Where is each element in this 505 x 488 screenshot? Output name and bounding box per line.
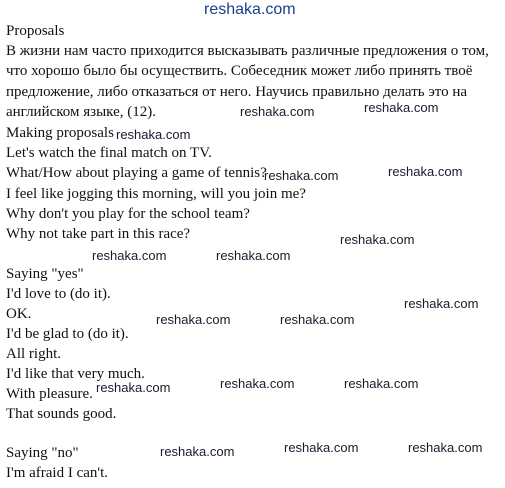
watermark-text: reshaka.com	[284, 440, 359, 455]
yes-item: I'd be glad to (do it).	[6, 326, 129, 342]
proposal-item: Let's watch the final match on TV.	[6, 145, 212, 161]
intro-line-3: предложение, либо отказаться от него. Научись правильно делать это на	[6, 84, 468, 100]
section-title-saying-yes: Saying "yes"	[6, 266, 84, 282]
proposal-item: Why not take part in this race?	[6, 226, 191, 242]
watermark-text: reshaka.com	[220, 376, 295, 391]
watermark-text: reshaka.com	[240, 104, 315, 119]
watermark-text: reshaka.com	[96, 380, 171, 395]
watermark-text: reshaka.com	[388, 164, 463, 179]
watermark-text: reshaka.com	[364, 100, 439, 115]
watermark-text: reshaka.com	[264, 168, 339, 183]
proposal-item: Why don't you play for the school team?	[6, 206, 250, 222]
watermark-text: reshaka.com	[408, 440, 483, 455]
section-title-making-proposals: Making proposals	[6, 125, 114, 141]
yes-item: That sounds good.	[6, 406, 117, 422]
no-item: I'm afraid I can't.	[6, 465, 109, 481]
section-title-saying-no: Saying "no"	[6, 445, 79, 461]
watermark-text: reshaka.com	[216, 248, 291, 263]
yes-item: All right.	[6, 346, 61, 362]
watermark-text: reshaka.com	[340, 232, 415, 247]
proposal-item: What/How about playing a game of tennis?	[6, 165, 267, 181]
intro-line-1: В жизни нам часто приходится высказывать различные предложения о том,	[6, 43, 489, 59]
yes-item: With pleasure.	[6, 386, 93, 402]
document-heading: Proposals	[6, 23, 65, 39]
watermark-text: reshaka.com	[344, 376, 419, 391]
proposal-item: I feel like jogging this morning, will you join me?	[6, 186, 306, 202]
yes-item: OK.	[6, 306, 32, 322]
watermark-text: reshaka.com	[156, 312, 231, 327]
watermark-text: reshaka.com	[160, 444, 235, 459]
watermark-text: reshaka.com	[92, 248, 167, 263]
intro-line-4: английском языке, (12).	[6, 104, 156, 120]
yes-item: I'd love to (do it).	[6, 286, 111, 302]
watermark-text: reshaka.com	[404, 296, 479, 311]
yes-item: I'd like that very much.	[6, 366, 145, 382]
intro-line-2: что хорошо было бы осуществить. Собеседник может либо принять твоё	[6, 63, 473, 79]
watermark-text: reshaka.com	[204, 1, 296, 18]
watermark-text: reshaka.com	[116, 127, 191, 142]
watermark-text: reshaka.com	[280, 312, 355, 327]
